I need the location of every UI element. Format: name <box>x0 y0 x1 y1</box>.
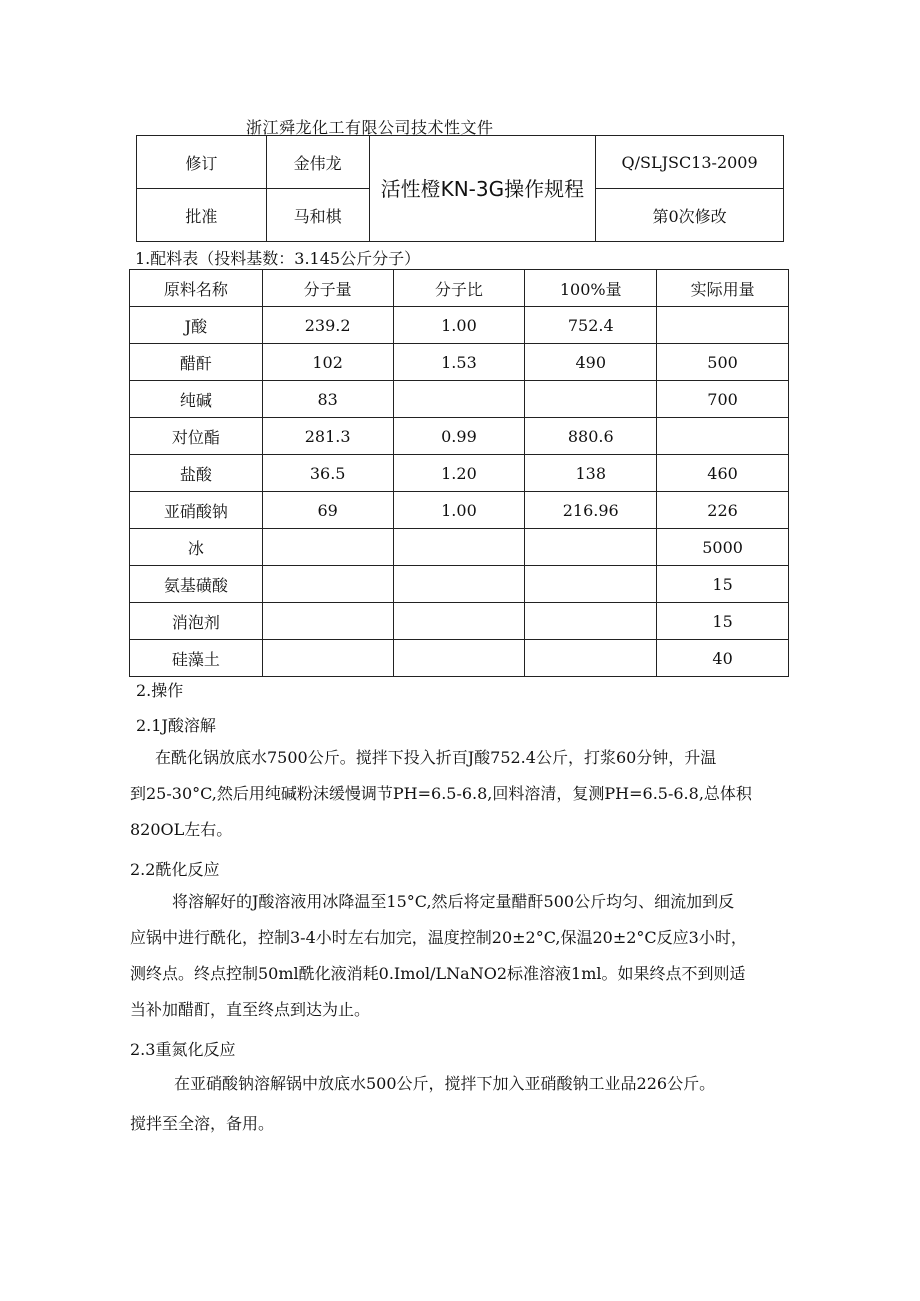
table-cell: 消泡剂 <box>130 603 263 640</box>
table-row <box>130 344 789 381</box>
section-heading-ingredients: 1.配料表（投料基数：3.145公斤分子） <box>135 249 421 268</box>
paragraph-line: 应锅中进行酰化，控制3-4小时左右加完，温度控制20±2°C,保温20±2°C反应3小时， <box>130 928 747 947</box>
table-header-row <box>130 270 789 307</box>
approve-label: 批准 <box>137 189 267 242</box>
table-cell: 5000 <box>657 529 789 566</box>
table-cell <box>525 640 657 677</box>
company-line: 浙江舜龙化工有限公司技术性文件 <box>246 118 494 137</box>
column-header: 100%量 <box>525 270 657 307</box>
table-cell: 700 <box>657 381 789 418</box>
table-cell: 102 <box>262 344 393 381</box>
table-cell: 对位酯 <box>130 418 263 455</box>
revise-label: 修订 <box>137 136 267 189</box>
table-cell: 490 <box>525 344 657 381</box>
table-cell <box>393 640 525 677</box>
paragraph-line: 在酰化锅放底水7500公斤。搅拌下投入折百J酸752.4公斤，打浆60分钟，升温 <box>155 748 717 767</box>
table-row <box>130 603 789 640</box>
subsection-heading-2-2: 2.2酰化反应 <box>130 860 220 879</box>
document-code: Q/SLJSC13-2009 <box>596 136 784 189</box>
table-cell: 冰 <box>130 529 263 566</box>
paragraph-line: 820OL左右。 <box>130 820 233 839</box>
paragraph-line: 搅拌至全溶，备用。 <box>130 1114 275 1133</box>
table-cell: 1.53 <box>393 344 525 381</box>
table-cell: 15 <box>657 566 789 603</box>
paragraph-line: 测终点。终点控制50ml酰化液消耗0.Imol/LNaNO2标准溶液1ml。如果终点不到则适 <box>130 964 746 983</box>
table-cell: 醋酐 <box>130 344 263 381</box>
table-cell <box>525 381 657 418</box>
table-cell: 880.6 <box>525 418 657 455</box>
table-cell <box>525 566 657 603</box>
table-cell: 460 <box>657 455 789 492</box>
table-row <box>130 529 789 566</box>
table-cell: 36.5 <box>262 455 393 492</box>
table-cell: 盐酸 <box>130 455 263 492</box>
table-cell <box>262 640 393 677</box>
table-cell: 40 <box>657 640 789 677</box>
table-cell: 239.2 <box>262 307 393 344</box>
table-cell: 0.99 <box>393 418 525 455</box>
table-cell: 752.4 <box>525 307 657 344</box>
column-header: 分子量 <box>262 270 393 307</box>
table-cell: 亚硝酸钠 <box>130 492 263 529</box>
table-row <box>130 381 789 418</box>
table-cell <box>262 566 393 603</box>
table-cell: 氨基磺酸 <box>130 566 263 603</box>
table-cell: J酸 <box>130 307 263 344</box>
table-row <box>130 492 789 529</box>
table-cell <box>657 418 789 455</box>
paragraph-line: 当补加醋酊，直至终点到达为止。 <box>130 1000 371 1019</box>
table-cell <box>393 603 525 640</box>
table-cell: 69 <box>262 492 393 529</box>
table-cell: 硅藻土 <box>130 640 263 677</box>
table-cell: 500 <box>657 344 789 381</box>
document-header-table <box>136 135 784 242</box>
table-row <box>130 307 789 344</box>
paragraph-line: 在亚硝酸钠溶解锅中放底水500公斤，搅拌下加入亚硝酸钠工业品226公斤。 <box>174 1074 716 1093</box>
table-cell: 83 <box>262 381 393 418</box>
table-cell <box>525 603 657 640</box>
table-cell <box>393 566 525 603</box>
document-title: 活性橙KN-3G操作规程 <box>369 136 596 242</box>
table-cell: 纯碱 <box>130 381 263 418</box>
table-cell <box>262 529 393 566</box>
table-row <box>130 566 789 603</box>
table-cell: 138 <box>525 455 657 492</box>
table-cell <box>657 307 789 344</box>
table-cell <box>262 603 393 640</box>
subsection-heading-2-3: 2.3重氮化反应 <box>130 1040 236 1059</box>
table-cell: 1.00 <box>393 492 525 529</box>
table-cell: 1.20 <box>393 455 525 492</box>
table-cell <box>525 529 657 566</box>
table-cell: 226 <box>657 492 789 529</box>
table-cell: 281.3 <box>262 418 393 455</box>
table-row <box>130 455 789 492</box>
paragraph-line: 将溶解好的J酸溶液用冰降温至15°C,然后将定量醋酐500公斤均匀、细流加到反 <box>172 892 735 911</box>
table-cell <box>393 529 525 566</box>
column-header: 分子比 <box>393 270 525 307</box>
table-cell <box>393 381 525 418</box>
approve-person: 马和棋 <box>266 189 369 242</box>
section-heading-operation: 2.操作 <box>136 681 184 700</box>
table-cell: 216.96 <box>525 492 657 529</box>
table-cell: 15 <box>657 603 789 640</box>
revise-person: 金伟龙 <box>266 136 369 189</box>
table-row <box>130 640 789 677</box>
table-cell: 1.00 <box>393 307 525 344</box>
column-header: 实际用量 <box>657 270 789 307</box>
revision-number: 第0次修改 <box>596 189 784 242</box>
materials-table <box>129 269 789 677</box>
table-row <box>130 418 789 455</box>
column-header: 原料名称 <box>130 270 263 307</box>
subsection-heading-2-1: 2.1J酸溶解 <box>136 716 216 735</box>
paragraph-line: 到25-30°C,然后用纯碱粉沫缓慢调节PH=6.5-6.8,回料溶清，复测PH=6.5-6.8,总体积 <box>130 784 752 803</box>
